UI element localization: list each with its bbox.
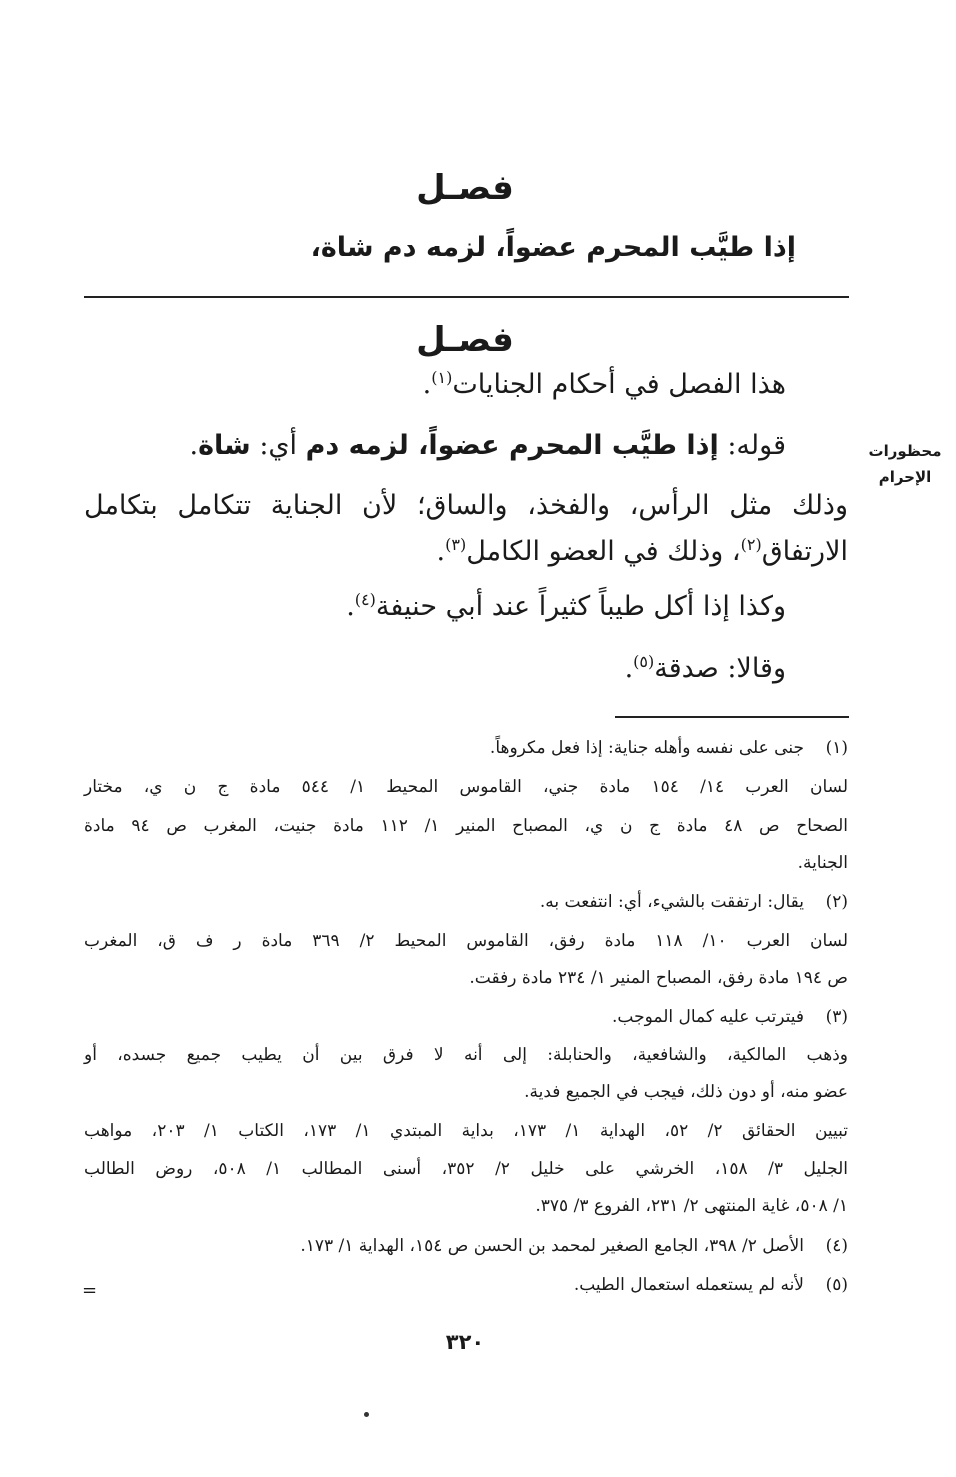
paragraph-4: وكذا إذا أكل طيباً كثيراً عند أبي حنيفة$^{(٤)}$. xyxy=(346,590,786,622)
paragraph-3-line-1: وذلك مثل الرأس، والفخذ، والساق؛ لأن الجناية تتكامل بتكامل xyxy=(84,490,848,521)
sharh-section-title: فصـل xyxy=(416,320,514,360)
paragraph-2: قوله: إذا طيَّب المحرم عضواً، لزمه دم أي: شاة. xyxy=(189,430,786,461)
side-label-line2: الإحرام xyxy=(878,468,932,486)
page-number: ٣٢٠ xyxy=(445,1330,485,1354)
footnote-line: الصحاح ص ٤٨ مادة ج ن ي، المصباح المنير ١/ ١١٢ مادة جنيت، المغرب ص ٩٤ مادة xyxy=(84,816,848,836)
scan-speck xyxy=(364,1412,369,1417)
footnote-ref-2[interactable]: (٢) xyxy=(740,535,762,554)
footnote-line: الأصل ٢/ ٣٩٨، الجامع الصغير لمحمد بن الحسن ص ١٥٤، الهداية ١/ ١٧٣. xyxy=(300,1236,804,1256)
footnote-line: الجليل ٣/ ١٥٨، الخرشي على خليل ٢/ ٣٥٢، أسنى المطالب ١/ ٥٠٨، روض الطالب xyxy=(84,1159,848,1179)
footnote-line: يقال: ارتفقت بالشيء، أي: انتفعت به. xyxy=(539,892,804,912)
paragraph-3-line-2: الارتفاق$^{(٢)}$، وذلك في العضو الكامل$^{(٣)}$. xyxy=(436,535,848,567)
footnote-ref-1[interactable]: (١) xyxy=(431,368,453,387)
footnote-number: (٣) xyxy=(825,1007,848,1027)
matn-section-title: فصـل xyxy=(416,168,514,208)
footnote-line: ١/ ٥٠٨، غاية المنتهى ٢/ ٢٣١، الفروع ٣/ ٣٧٥. xyxy=(535,1196,848,1216)
footnote-number: (٢) xyxy=(825,892,848,912)
footnote-line: فيترتب عليه كمال الموجب. xyxy=(612,1007,804,1027)
paragraph-5: وقالا: صدقة$^{(٥)}$. xyxy=(624,652,786,684)
footnote-line: تبيين الحقائق ٢/ ٥٢، الهداية ١/ ١٧٣، بداية المبتدي ١/ ١٧٣، الكتاب ١/ ٢٠٣، مواهب xyxy=(84,1121,849,1141)
footnotes-separator-rule xyxy=(615,716,849,718)
footnote-ref-3[interactable]: (٣) xyxy=(445,535,467,554)
footnote-line: لسان العرب ١٠/ ١١٨ مادة رفق، القاموس المحيط ٢/ ٣٦٩ مادة ر ف ق، المغرب xyxy=(84,931,849,951)
footnote-number: (١) xyxy=(825,738,848,758)
footnote-number: (٥) xyxy=(825,1275,848,1295)
matn-text: إذا طيَّب المحرم عضواً، لزمه دم شاة، xyxy=(310,232,796,263)
footnote-line: ص ١٩٤ مادة رفق، المصباح المنير ١/ ٢٣٤ مادة رفقت. xyxy=(469,968,848,988)
matn-separator-rule xyxy=(84,296,849,298)
footnote-line: وذهب المالكية، والشافعية، والحنابلة: إلى أنه لا فرق بين أن يطيب جميع جسده، أو xyxy=(84,1045,848,1065)
paragraph-1: هذا الفصل في أحكام الجنايات$^{(١)}$. xyxy=(422,368,786,400)
side-label-line1: محظورات xyxy=(868,442,942,460)
footnote-line: الجناية. xyxy=(797,853,848,873)
quoted-matn: إذا طيَّب المحرم عضواً، لزمه دم xyxy=(305,430,719,461)
footnote-line: جنى على نفسه وأهله جناية: إذا فعل مكروهاً. xyxy=(489,738,804,758)
footnote-ref-5[interactable]: (٥) xyxy=(633,652,655,671)
continuation-mark: = xyxy=(82,1280,98,1301)
footnote-ref-4[interactable]: (٤) xyxy=(354,590,376,609)
footnote-line: لسان العرب ١٤/ ١٥٤ مادة جني، القاموس المحيط ١/ ٥٤٤ مادة ج ن ي، مختار xyxy=(84,777,848,797)
footnote-line: لأنه لم يستعمله استعمال الطيب. xyxy=(573,1275,804,1295)
footnote-number: (٤) xyxy=(825,1236,848,1256)
footnote-line: عضو منه، أو دون ذلك، فيجب في الجميع فدية. xyxy=(524,1082,848,1102)
